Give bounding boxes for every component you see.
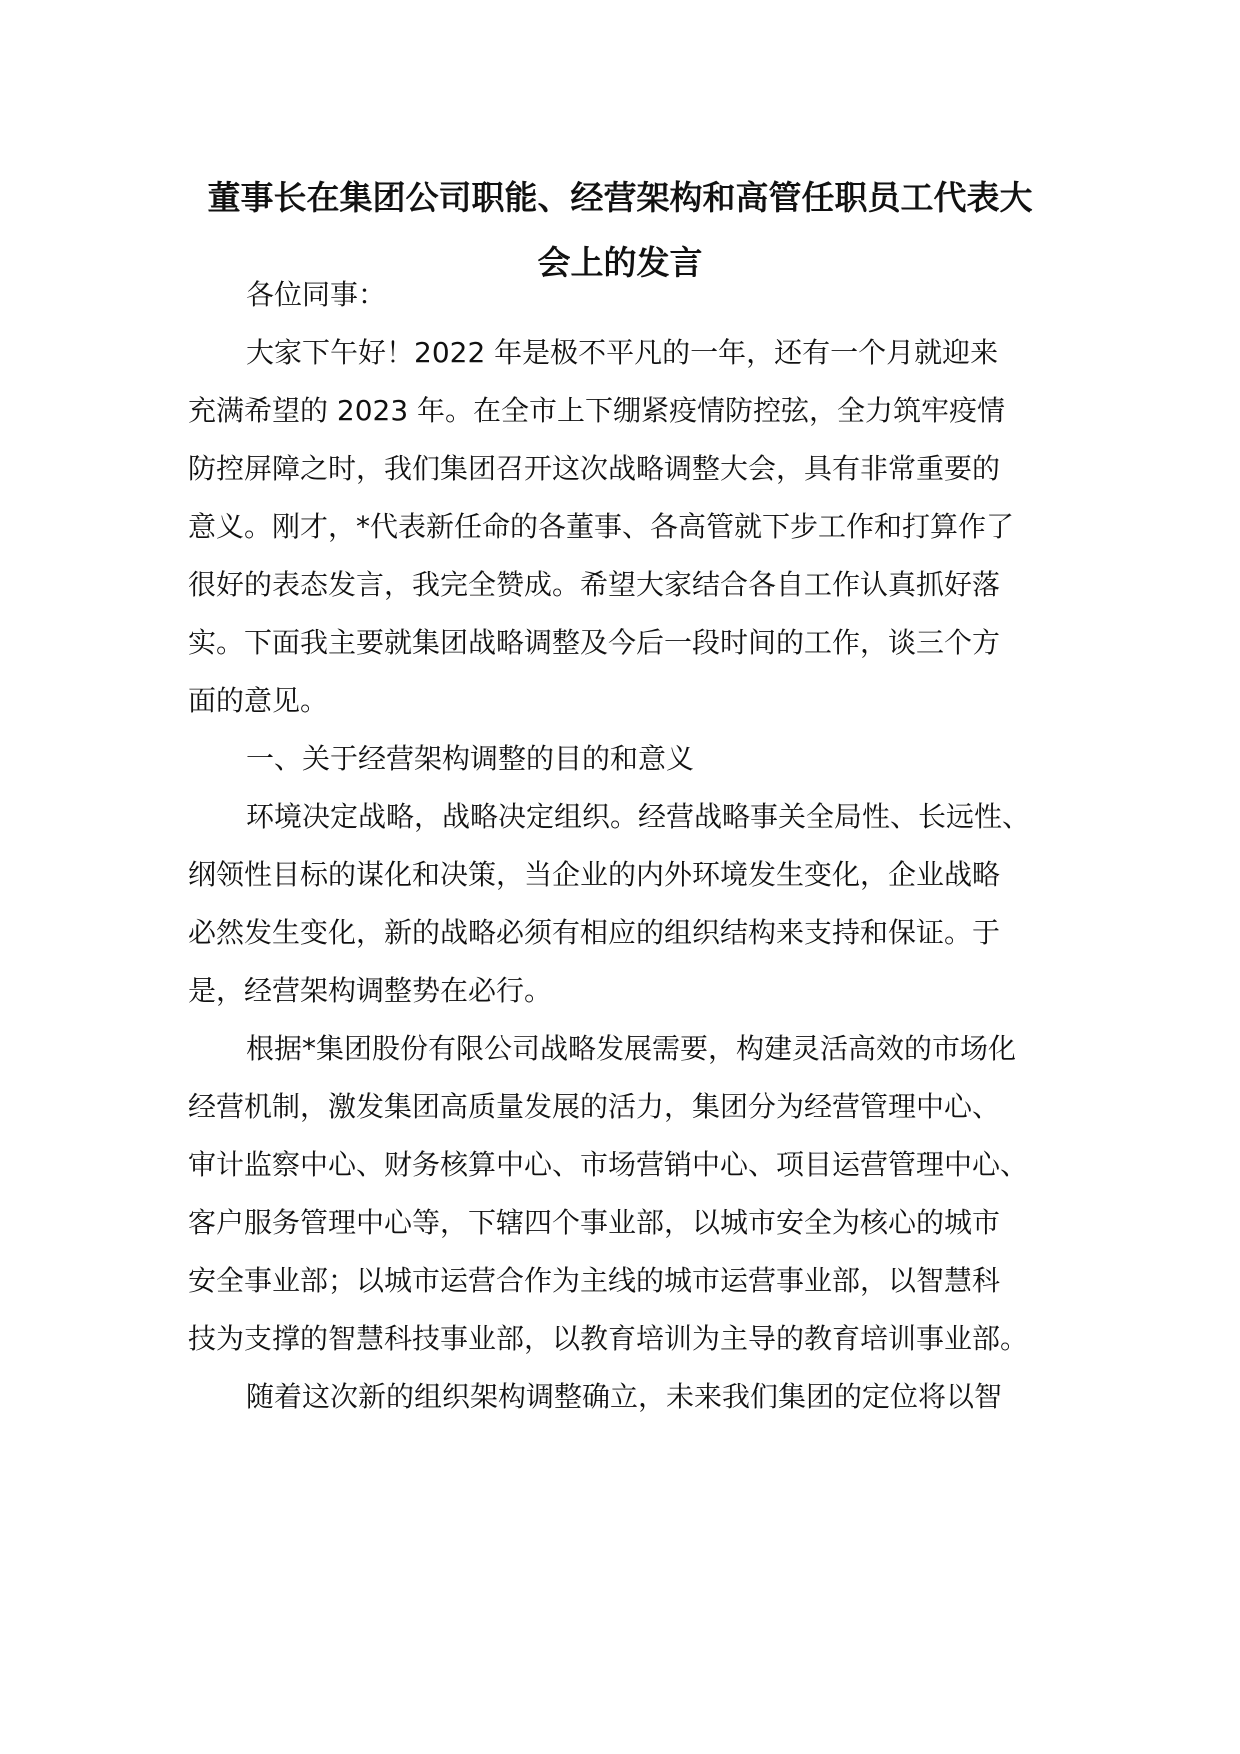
paragraph-line: 环境决定战略，战略决定组织。经营战略事关全局性、长远性、 (246, 800, 1031, 833)
salutation: 各位同事： (246, 278, 387, 311)
paragraph-line: 面的意见。 (188, 684, 329, 717)
paragraph-line: 意义。刚才，*代表新任命的各董事、各高管就下步工作和打算作了 (188, 510, 1015, 543)
paragraph-line: 实。下面我主要就集团战略调整及今后一段时间的工作，谈三个方 (188, 626, 1001, 659)
paragraph-line: 很好的表态发言，我完全赞成。希望大家结合各自工作认真抓好落 (188, 568, 1001, 601)
paragraph-line: 技为支撑的智慧科技事业部，以教育培训为主导的教育培训事业部。 (188, 1322, 1029, 1355)
paragraph-line: 根据*集团股份有限公司战略发展需要，构建灵活高效的市场化 (246, 1032, 1017, 1065)
paragraph-line: 审计监察中心、财务核算中心、市场营销中心、项目运营管理中心、 (188, 1148, 1029, 1181)
paragraph-line: 随着这次新的组织架构调整确立，未来我们集团的定位将以智 (246, 1380, 1003, 1413)
paragraph-line: 纲领性目标的谋化和决策，当企业的内外环境发生变化，企业战略 (188, 858, 1001, 891)
section-heading: 一、关于经营架构调整的目的和意义 (246, 742, 695, 775)
paragraph-line: 充满希望的 2023 年。在全市上下绷紧疫情防控弦，全力筑牢疫情 (188, 394, 1006, 427)
paragraph-line: 安全事业部；以城市运营合作为主线的城市运营事业部，以智慧科 (188, 1264, 1001, 1297)
paragraph-line: 是，经营架构调整势在必行。 (188, 974, 553, 1007)
paragraph-line: 必然发生变化，新的战略必须有相应的组织结构来支持和保证。于 (188, 916, 1001, 949)
paragraph-line: 防控屏障之时，我们集团召开这次战略调整大会，具有非常重要的 (188, 452, 1001, 485)
document-title-line-2: 会上的发言 (537, 243, 703, 282)
document-title-line-1: 董事长在集团公司职能、经营架构和高管任职员工代表大 (207, 178, 1033, 217)
paragraph-line: 经营机制，激发集团高质量发展的活力，集团分为经营管理中心、 (188, 1090, 1001, 1123)
paragraph-line: 大家下午好！2022 年是极不平凡的一年，还有一个月就迎来 (246, 336, 999, 369)
paragraph-line: 客户服务管理中心等，下辖四个事业部，以城市安全为核心的城市 (188, 1206, 1001, 1239)
